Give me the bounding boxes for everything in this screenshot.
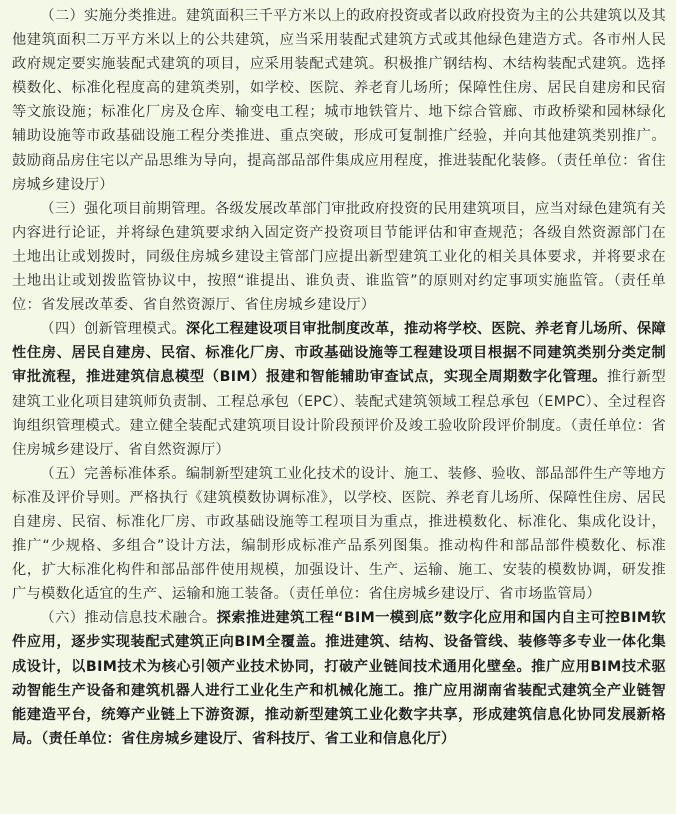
paragraph-strengthen-project-preliminary-management (12, 197, 666, 317)
paragraph-heading-text: （六）推动信息技术融合。 (40, 610, 217, 627)
paragraph-text: （五）完善标准体系。编制新型建筑工业化技术的设计、施工、装修、验收、部品部件生产等地方标准及评价导则。严格执行《建筑模数协调标准》，以学校、医院、养老育儿场所、保障性住房、居民自建房、民宿、标准化厂房、市政基础设施等工程项目为重点，推进模数化、标准化、集成化设计，推广“少规格、多组合”设计方法，编制形成标准产品系列图集。推动构件和部品部件模数化、标准化，扩大标准化构件和部品部件使用规模，加强设计、生产、运输、施工、安装的模数协调，研发推广与模数化适宜的生产、运输和施工装备。（责任单位：省住房城乡建设厅、省市场监管局） (12, 465, 666, 603)
paragraph-promote-it-integration (12, 606, 666, 751)
paragraph-text: （三）强化项目前期管理。各级发展改革部门审批政府投资的民用建筑项目，应当对绿色建筑有关内容进行论证，并将绿色建筑要求纳入固定资产投资项目节能评估和审查规范；各级自然资源部门在土地出让或划拨时，同级住房城乡建设主管部门应提出新型建筑工业化的相关具体要求，并将要求在土地出让或划拨监管协议中，按照“谁提出、谁负责、谁监管”的原则对约定事项实施监管。（责任单位：省发展改革委、省自然资源厅、省住房城乡建设厅） (12, 200, 666, 314)
paragraph-text: 推行新型建筑工业化项目建筑师负责制、工程总承包（EPC）、装配式建筑领域工程总承包（EMPC）、全过程咨询组织管理模式。建立健全装配式建筑项目设计阶段预评价及竣工验收阶段评价制度。（责任单位：省住房城乡建设厅、省自然资源厅） (12, 369, 666, 458)
paragraph-heading-text: （四）创新管理模式。 (40, 321, 186, 338)
paragraph-implement-classified-promotion (12, 4, 666, 197)
paragraph-text: （二）实施分类推进。建筑面积三千平方米以上的政府投资或者以政府投资为主的公共建筑以及其他建筑面积二万平方米以上的公共建筑，应当采用装配式建筑方式或其他绿色建造方式。各市州人民政府规定要实施装配式建筑的项目，应采用装配式建筑。积极推广钢结构、木结构装配式建筑。选择模数化、标准化程度高的建筑类别，如学校、医院、养老育儿场所；保障性住房、居民自建房和民宿等文旅设施；标准化厂房及仓库、输变电工程；城市地铁管片、地下综合管廊、市政桥梁和园林绿化辅助设施等市政基础设施工程分类推进、重点突破，形成可复制推广经验，并向其他建筑类别推广。鼓励商品房住宅以产品思维为导向，提高部品部件集成应用程度，推进装配化装修。（责任单位：省住房城乡建设厅） (12, 8, 666, 193)
paragraph-bold-text: 探索推进建筑工程“BIM一模到底”数字化应用和国内自主可控BIM软件应用，逐步实现装配式建筑正向BIM全覆盖。推进建筑、结构、设备管线、装修等多专业一体化集成设计，以BIM技术为核心引领产业技术协同，打破产业链间技术通用化壁垒。推广应用BIM技术驱动智能生产设备和建筑机器人进行工业化生产和机械化施工。推广应用湖南省装配式建筑全产业链智能建造平台，统筹产业链上下游资源，推动新型建筑工业化数字共享，形成建筑信息化协同发展新格局。（责任单位：省住房城乡建设厅、省科技厅、省工业和信息化厅） (12, 610, 666, 747)
paragraph-bold-text: 深化工程建设项目审批制度改革，推动将学校、医院、养老育儿场所、保障性住房、居民自建房、民宿、标准化厂房、市政基础设施等工程建设项目根据不同建筑类别分类定制审批流程，推进建筑信息模型（BIM）报建和智能辅助审查试点，实现全周期数字化管理。 (12, 321, 666, 386)
paragraph-innovate-management-mode (12, 317, 666, 462)
paragraph-improve-standard-system (12, 462, 666, 607)
